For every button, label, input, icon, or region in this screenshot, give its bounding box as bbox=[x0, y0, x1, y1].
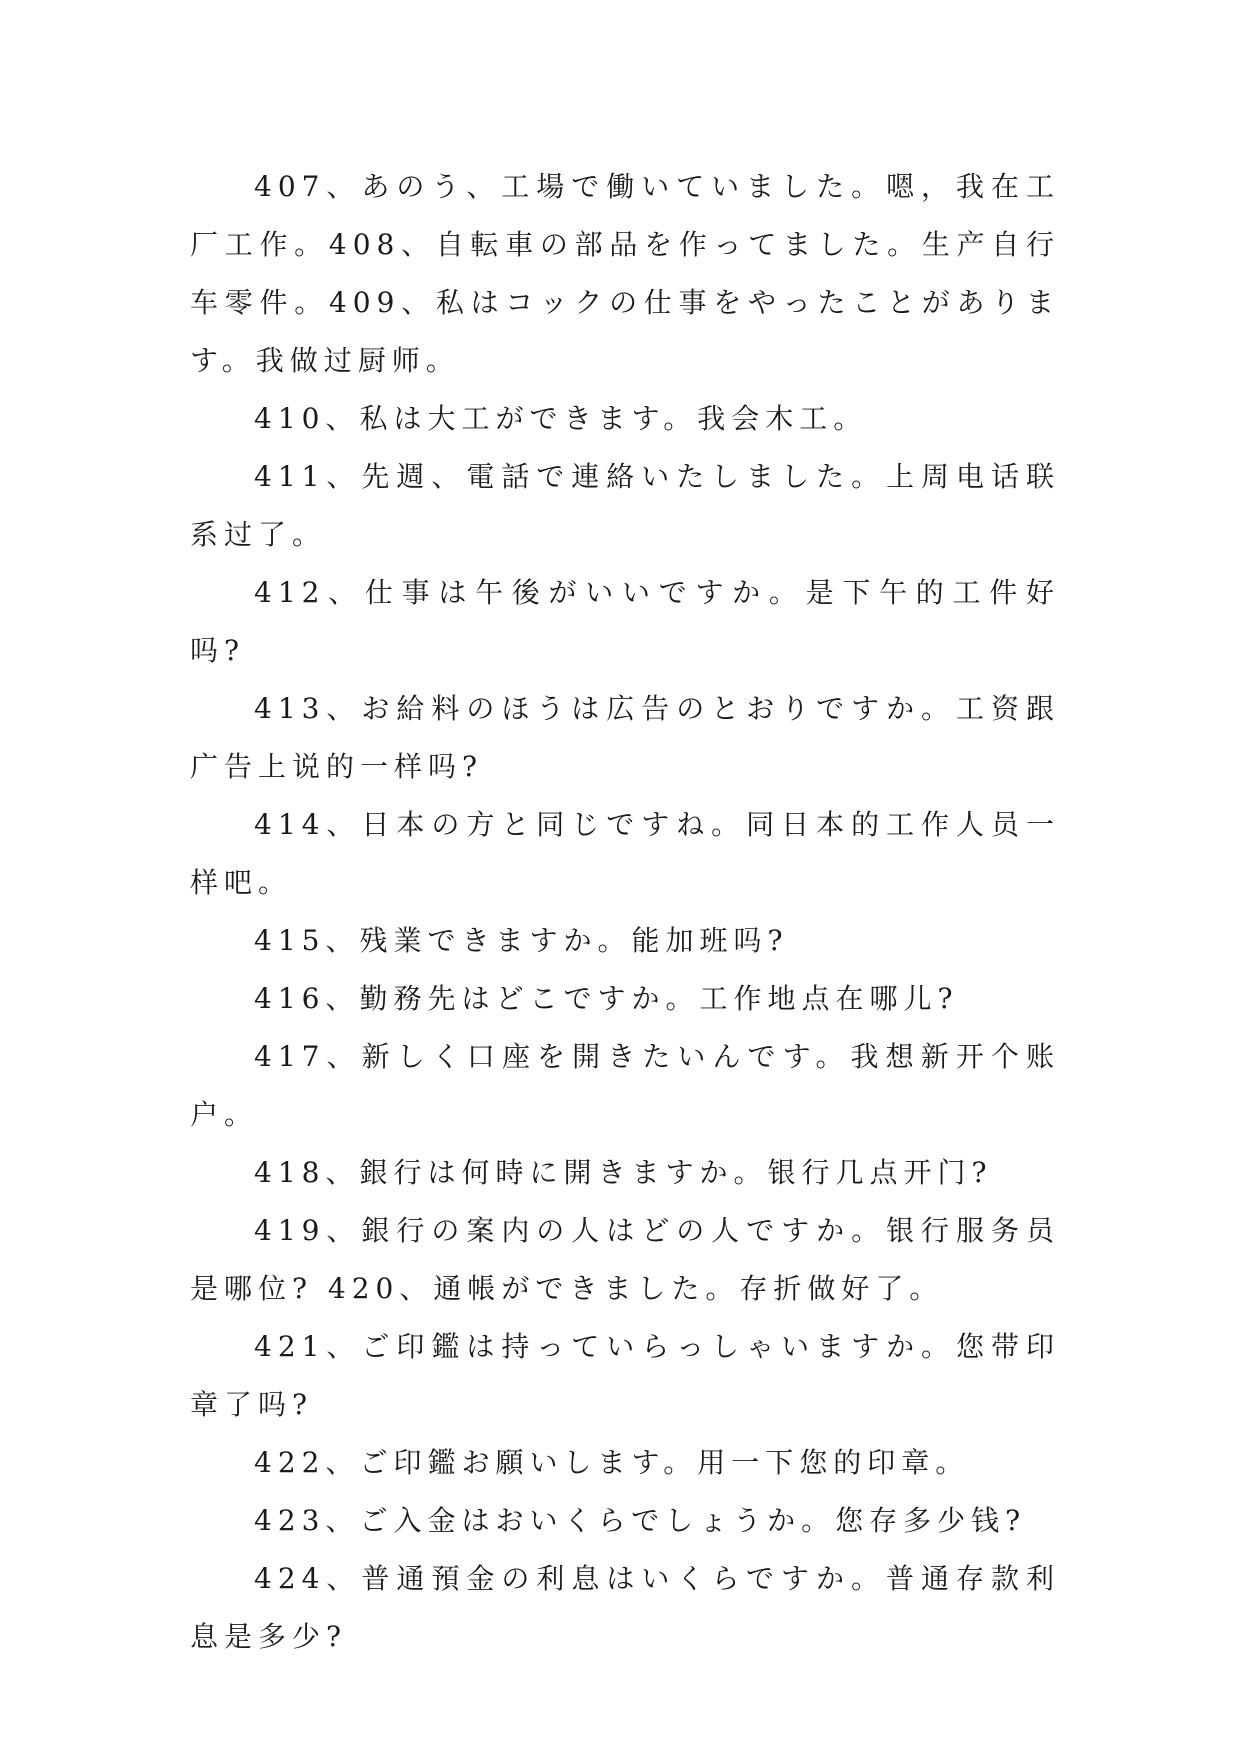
paragraph-418: 418、銀行は何時に開きますか。银行几点开门? bbox=[254, 1156, 993, 1189]
paragraph-424: 424、普通預金の利息はいくらですか。普通存款利息是多少? bbox=[190, 1562, 1060, 1653]
paragraph-407-409: 407、あのう、工場で働いていました。嗯，我在工厂工作。408、自転車の部品を作ってました。生产自行车零件。409、私はコックの仕事をやったことがあります。我做过厨师。 bbox=[190, 170, 1060, 377]
paragraph-415: 415、残業できますか。能加班吗? bbox=[254, 924, 789, 957]
paragraph-414: 414、日本の方と同じですね。同日本的工作人员一样吧。 bbox=[190, 808, 1060, 899]
paragraph-422: 422、ご印鑑お願いします。用一下您的印章。 bbox=[254, 1446, 970, 1479]
paragraph-416: 416、勤務先はどこですか。工作地点在哪儿? bbox=[254, 982, 959, 1015]
paragraph-413: 413、お給料のほうは広告のとおりですか。工资跟广告上说的一样吗? bbox=[190, 692, 1060, 783]
paragraph-417: 417、新しく口座を開きたいんです。我想新开个账户。 bbox=[190, 1040, 1060, 1131]
document-body bbox=[190, 158, 1060, 1666]
paragraph-412: 412、仕事は午後がいいですか。是下午的工件好吗? bbox=[190, 576, 1060, 667]
paragraph-419-420: 419、銀行の案内の人はどの人ですか。银行服务员是哪位? 420、通帳ができました。存折做好了。 bbox=[190, 1214, 1060, 1305]
paragraph-410: 410、私は大工ができます。我会木工。 bbox=[254, 402, 868, 435]
paragraph-423: 423、ご入金はおいくらでしょうか。您存多少钱? bbox=[254, 1504, 1027, 1537]
paragraph-421: 421、ご印鑑は持っていらっしゃいますか。您带印章了吗? bbox=[190, 1330, 1060, 1421]
paragraph-411: 411、先週、電話で連絡いたしました。上周电话联系过了。 bbox=[190, 460, 1060, 551]
